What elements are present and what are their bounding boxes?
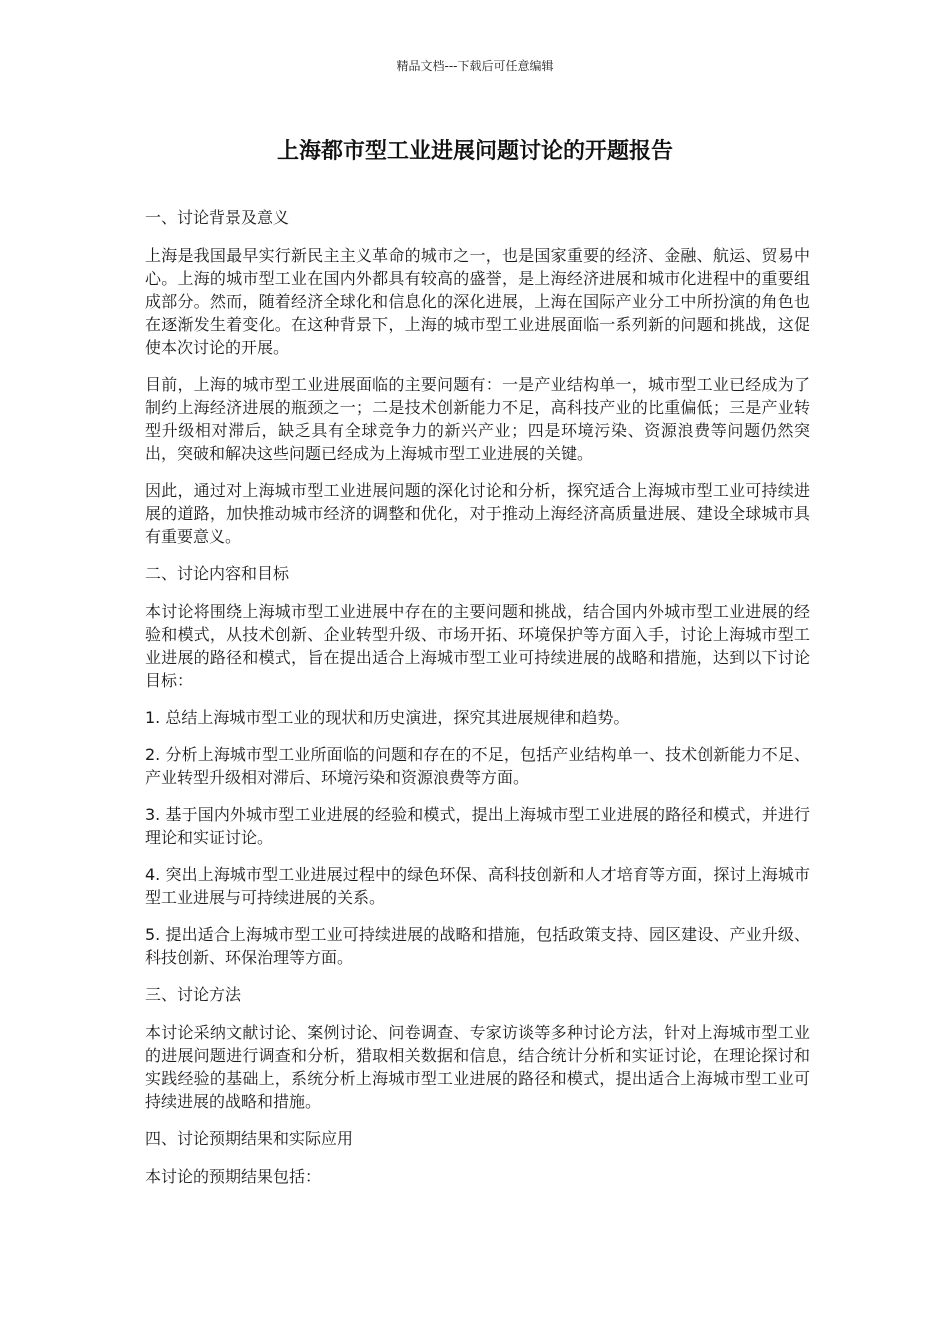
paragraph: 上海是我国最早实行新民主主义革命的城市之一，也是国家重要的经济、金融、航运、贸易中心。上海的城市型工业在国内外都具有较高的盛誉，是上海经济进展和城市化进程中的重要组成部分。然而，随着经济全球化和信息化的深化进展，上海在国际产业分工中所扮演的角色也在逐渐发生着变化。在这种背景下，上海的城市型工业进展面临一系列新的问题和挑战，这促使本次讨论的开展。 <box>145 246 810 357</box>
section-background <box>145 206 810 548</box>
document-title: 上海都市型工业进展问题讨论的开题报告 <box>276 139 673 164</box>
section-heading: 三、讨论方法 <box>145 985 242 1004</box>
list-item: 3. 基于国内外城市型工业进展的经验和模式，提出上海城市型工业进展的路径和模式，并进行理论和实证讨论。 <box>145 805 810 847</box>
section-heading: 二、讨论内容和目标 <box>145 564 290 583</box>
section-methods <box>145 983 810 1113</box>
section-expected-results <box>145 1127 810 1188</box>
document-body <box>145 206 810 1202</box>
section-heading: 四、讨论预期结果和实际应用 <box>145 1129 354 1148</box>
list-item: 1. 总结上海城市型工业的现状和历史演进，探究其进展规律和趋势。 <box>145 708 630 727</box>
page-header-note: 精品文档---下载后可任意编辑 <box>396 59 554 73</box>
list-item: 2. 分析上海城市型工业所面临的问题和存在的不足，包括产业结构单一、技术创新能力不足、产业转型升级相对滞后、环境污染和资源浪费等方面。 <box>145 745 810 787</box>
section-heading: 一、讨论背景及意义 <box>145 208 290 227</box>
paragraph: 因此，通过对上海城市型工业进展问题的深化讨论和分析，探究适合上海城市型工业可持续进展的道路，加快推动城市经济的调整和优化，对于推动上海经济高质量进展、建设全球城市具有重要意义。 <box>145 481 810 546</box>
paragraph: 本讨论的预期结果包括： <box>145 1167 322 1186</box>
paragraph: 本讨论采纳文献讨论、案例讨论、问卷调查、专家访谈等多种讨论方法，针对上海城市型工业的进展问题进行调查和分析，猎取相关数据和信息，结合统计分析和实证讨论，在理论探讨和实践经验的基础上，系统分析上海城市型工业进展的路径和模式，提出适合上海城市型工业可持续进展的战略和措施。 <box>145 1023 810 1111</box>
list-item: 4. 突出上海城市型工业进展过程中的绿色环保、高科技创新和人才培育等方面，探讨上海城市型工业进展与可持续进展的关系。 <box>145 865 810 907</box>
paragraph: 目前，上海的城市型工业进展面临的主要问题有：一是产业结构单一，城市型工业已经成为了制约上海经济进展的瓶颈之一；二是技术创新能力不足，高科技产业的比重偏低；三是产业转型升级相对滞后，缺乏具有全球竞争力的新兴产业；四是环境污染、资源浪费等问题仍然突出，突破和解决这些问题已经成为上海城市型工业进展的关键。 <box>145 375 810 463</box>
section-content-goals <box>145 562 810 969</box>
list-item: 5. 提出适合上海城市型工业可持续进展的战略和措施，包括政策支持、园区建设、产业升级、科技创新、环保治理等方面。 <box>145 925 810 967</box>
paragraph: 本讨论将围绕上海城市型工业进展中存在的主要问题和挑战，结合国内外城市型工业进展的经验和模式，从技术创新、企业转型升级、市场开拓、环境保护等方面入手，讨论上海城市型工业进展的路径和模式，旨在提出适合上海城市型工业可持续进展的战略和措施，达到以下讨论目标： <box>145 602 810 690</box>
